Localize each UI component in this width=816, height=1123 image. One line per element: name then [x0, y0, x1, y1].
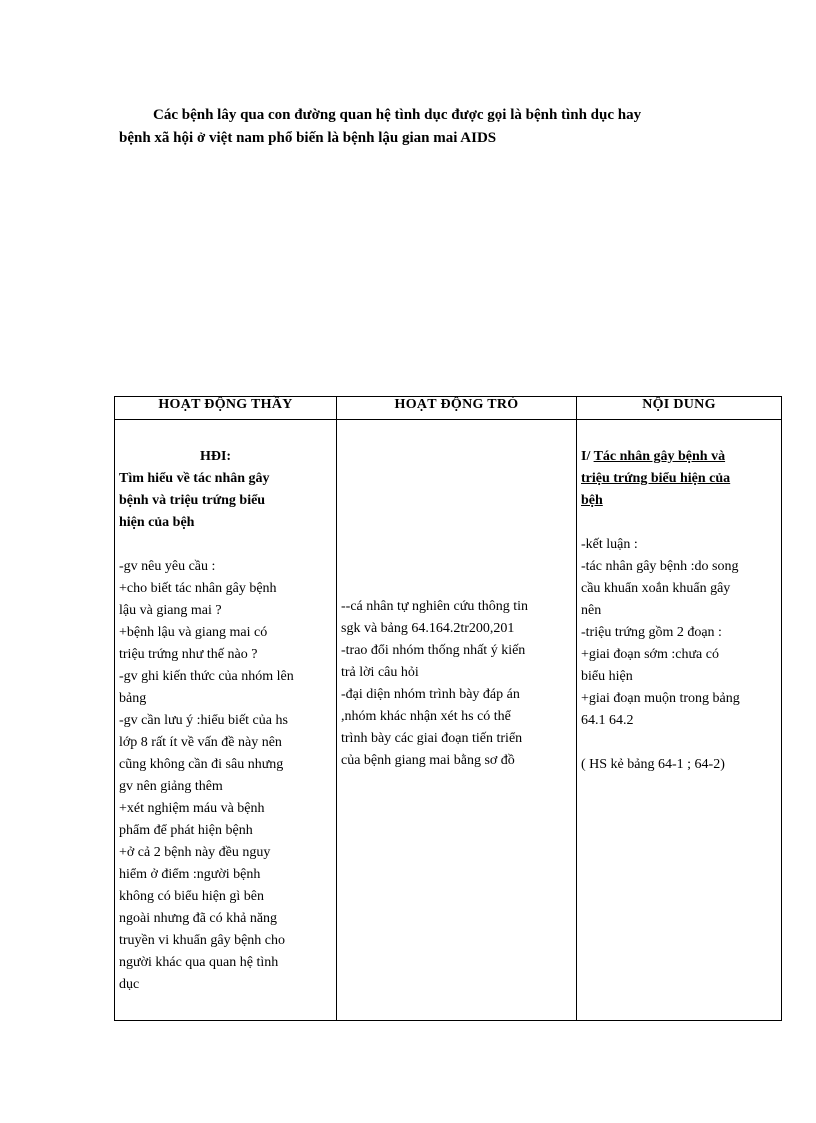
list-item: không có biểu hiện gì bên — [119, 889, 265, 904]
list-item: lậu và giang mai ? — [119, 603, 222, 618]
intro-paragraph — [119, 104, 719, 150]
list-item: biểu hiện — [581, 669, 633, 684]
list-item: lớp 8 rất ít về vấn đề này nên — [119, 735, 282, 750]
list-item: ,nhóm khác nhận xét hs có thể — [341, 709, 511, 724]
content-conclusions — [581, 534, 777, 732]
list-item: ngoài nhưng đã có khả năng — [119, 911, 278, 926]
header-student-activity: HOẠT ĐỘNG TRÒ — [337, 397, 577, 420]
table-body-row — [115, 420, 782, 1021]
header-content: NỘI DUNG — [577, 397, 782, 420]
list-item: hiểm ở điểm :người bệnh — [119, 867, 261, 882]
list-item: +giai đoạn sớm :chưa có — [581, 647, 719, 662]
list-item: sgk và bảng 64.164.2tr200,201 — [341, 621, 515, 636]
list-item: cũng không cần đi sâu nhưng — [119, 757, 284, 772]
content-note: ( HS kẻ bảng 64-1 ; 64-2) — [581, 757, 725, 772]
list-item: truyền vi khuẩn gây bệnh cho — [119, 933, 286, 948]
list-item: -triệu trứng gồm 2 đoạn : — [581, 625, 722, 640]
list-item: +ở cả 2 bệnh này đều nguy — [119, 845, 271, 860]
list-item: dục — [119, 977, 140, 992]
content-cell — [577, 420, 782, 1021]
list-item: trả lời câu hỏi — [341, 665, 419, 680]
list-item: cầu khuẩn xoắn khuẩn gây — [581, 581, 731, 596]
student-activities — [337, 420, 576, 772]
list-item: -đại diện nhóm trình bày đáp án — [341, 687, 520, 702]
activity-section-label: HĐI: — [199, 449, 232, 464]
activity-title: Tìm hiểu về tác nhân gây bệnh và triệu trứng biểu hiện của bệh — [119, 471, 270, 530]
list-item: +bệnh lậu và giang mai có — [119, 625, 268, 640]
list-item: bảng — [119, 691, 147, 706]
student-activity-cell — [337, 420, 577, 1021]
list-item: -gv cần lưu ý :hiểu biết của hs — [119, 713, 288, 728]
lesson-table — [114, 396, 782, 1021]
teacher-activity-cell — [115, 420, 337, 1021]
list-item: gv nên giảng thêm — [119, 779, 223, 794]
intro-line-2: bệnh xã hội ở việt nam phổ biến là bệnh lậu gian mai AIDS — [119, 130, 497, 146]
list-item: 64.1 64.2 — [581, 713, 634, 728]
list-item: -kết luận : — [581, 537, 638, 552]
list-item: -trao đổi nhóm thống nhất ý kiến — [341, 643, 526, 658]
list-item: của bệnh giang mai bằng sơ đồ — [341, 753, 515, 768]
list-item: --cá nhân tự nghiên cứu thông tin — [341, 599, 529, 614]
list-item: +cho biết tác nhân gây bệnh — [119, 581, 277, 596]
list-item: phẩm để phát hiện bệnh — [119, 823, 253, 838]
list-item: +xét nghiệm máu và bệnh — [119, 801, 265, 816]
list-item: -tác nhân gây bệnh :do song — [581, 559, 739, 574]
content-section-title: I/ Tác nhân gây bệnh và triệu trứng biểu hiện của bệh — [581, 449, 731, 508]
intro-line-1: Các bệnh lây qua con đường quan hệ tình dục được gọi là bệnh tình dục hay — [153, 107, 642, 123]
table-header-row — [115, 397, 782, 420]
list-item: -gv nêu yêu cầu : — [119, 559, 216, 574]
list-item: trình bày các giai đoạn tiến triển — [341, 731, 523, 746]
list-item: triệu trứng như thế nào ? — [119, 647, 258, 662]
list-item: nên — [581, 603, 602, 618]
header-teacher-activity: HOẠT ĐỘNG THẦY — [115, 397, 337, 420]
list-item: người khác qua quan hệ tình — [119, 955, 279, 970]
teacher-instructions — [119, 556, 332, 996]
list-item: -gv ghi kiến thức của nhóm lên — [119, 669, 294, 684]
list-item: +giai đoạn muộn trong bảng — [581, 691, 740, 706]
